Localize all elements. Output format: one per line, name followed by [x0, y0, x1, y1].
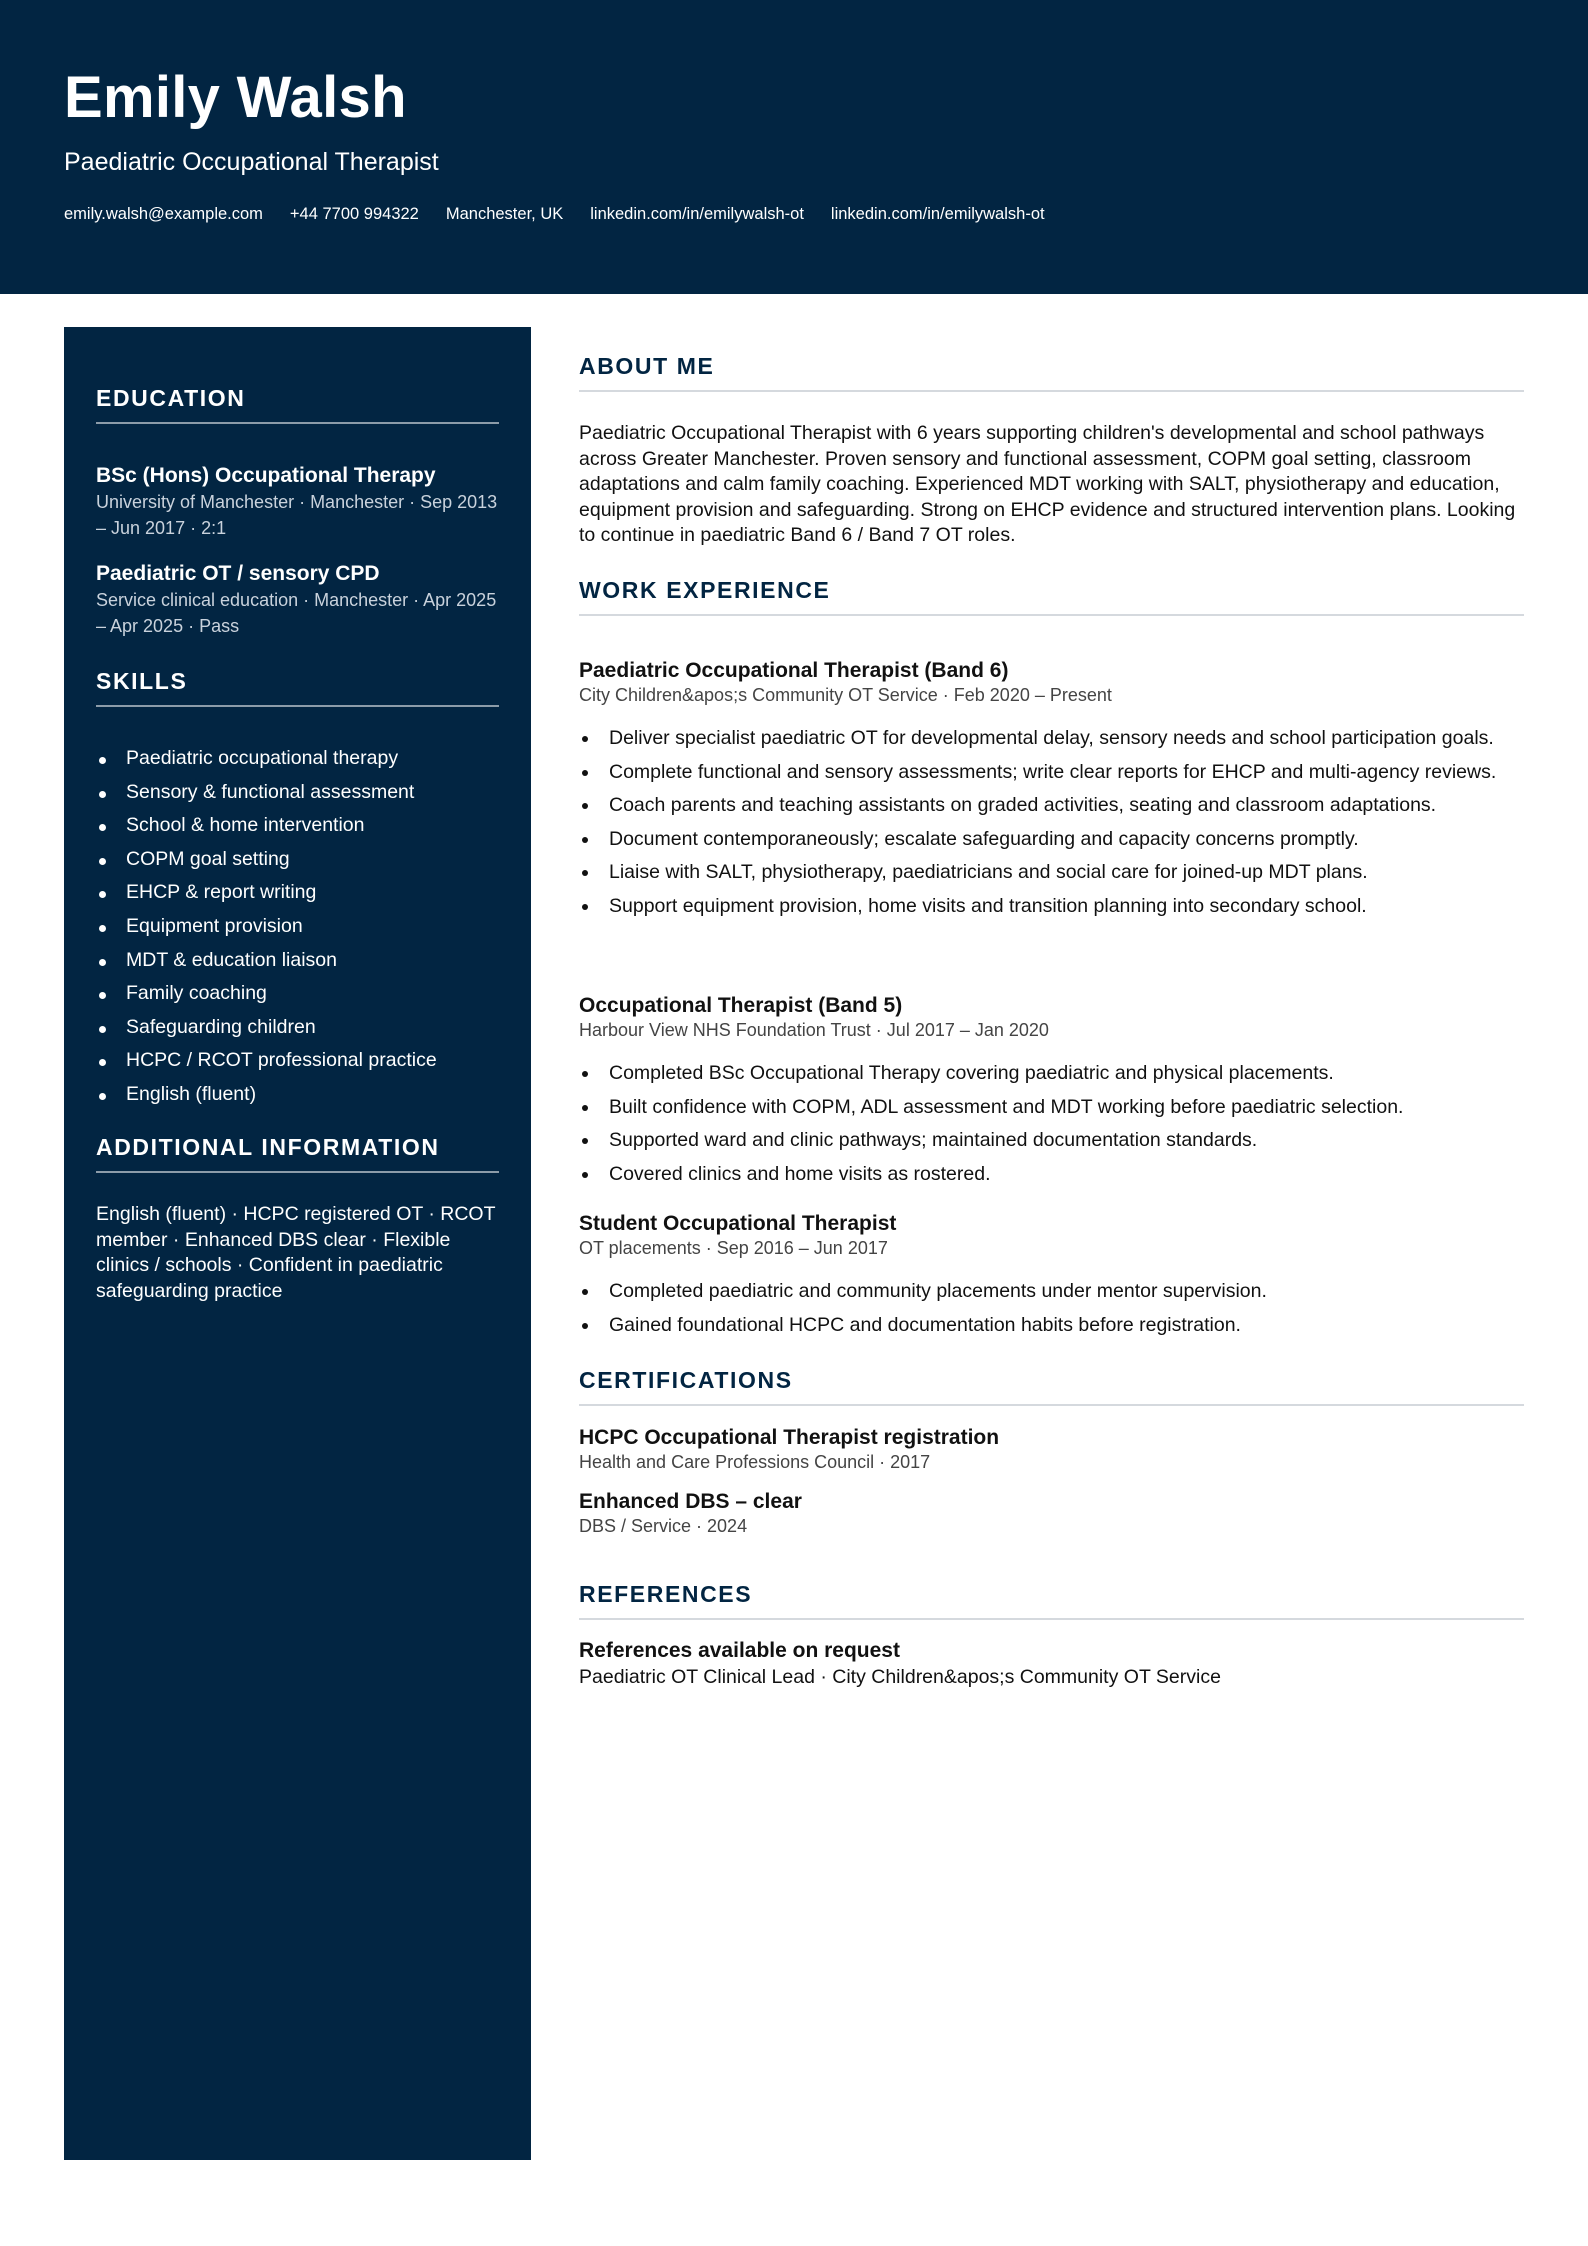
job-meta: City Children&apos;s Community OT Service · Feb 2020 – Present	[579, 685, 1112, 705]
job-bullets	[579, 1061, 1524, 1187]
list-item: MDT & education liaison	[96, 944, 499, 978]
list-item: Liaise with SALT, physiotherapy, paediatricians and social care for joined-up MDT plans.	[579, 860, 1524, 886]
about-heading: ABOUT ME	[579, 351, 1524, 392]
education-item	[96, 561, 499, 639]
job-entry	[579, 658, 1524, 927]
additional-info-text: English (fluent) · HCPC registered OT · RCOT member · Enhanced DBS clear · Flexible clinics / schools · Confident in paediatric safeguarding practice	[96, 1203, 496, 1302]
contact-location: Manchester, UK	[445, 205, 564, 223]
job-meta: OT placements · Sep 2016 – Jun 2017	[579, 1238, 888, 1258]
list-item: EHCP & report writing	[96, 876, 499, 910]
list-item: Completed paediatric and community placements under mentor supervision.	[579, 1279, 1524, 1305]
certification-meta: DBS / Service · 2024	[579, 1516, 748, 1536]
list-item: Support equipment provision, home visits and transition planning into secondary school.	[579, 894, 1524, 920]
list-item: Deliver specialist paediatric OT for developmental delay, sensory needs and school participation goals.	[579, 726, 1524, 752]
references-heading: REFERENCES	[579, 1579, 1524, 1620]
list-item: Document contemporaneously; escalate safeguarding and capacity concerns promptly.	[579, 827, 1524, 853]
certifications-heading: CERTIFICATIONS	[579, 1365, 1524, 1406]
education-title: Paediatric OT / sensory CPD	[96, 562, 380, 585]
job-meta: Harbour View NHS Foundation Trust · Jul 2017 – Jan 2020	[579, 1020, 1049, 1040]
list-item: Covered clinics and home visits as rostered.	[579, 1162, 1524, 1188]
job-title: Paediatric Occupational Therapist (Band 6)	[579, 659, 1009, 682]
list-item: Supported ward and clinic pathways; maintained documentation standards.	[579, 1128, 1524, 1154]
list-item: Sensory & functional assessment	[96, 776, 499, 810]
references-detail: Paediatric OT Clinical Lead · City Children&apos;s Community OT Service	[579, 1666, 1221, 1688]
list-item: English (fluent)	[96, 1078, 499, 1112]
list-item: Coach parents and teaching assistants on graded activities, seating and classroom adaptations.	[579, 793, 1524, 819]
list-item: Gained foundational HCPC and documentation habits before registration.	[579, 1313, 1524, 1339]
job-entry	[579, 1211, 1524, 1346]
resume-header	[0, 0, 1588, 294]
sidebar	[64, 327, 531, 2160]
certification-title: Enhanced DBS – clear	[579, 1490, 802, 1513]
job-bullets	[579, 726, 1524, 919]
education-title: BSc (Hons) Occupational Therapy	[96, 464, 436, 487]
education-details: Service clinical education · Manchester · Apr 2025 – Apr 2025 · Pass	[96, 590, 497, 636]
contact-email[interactable]: emily.walsh@example.com	[64, 205, 263, 223]
references-title: References available on request	[579, 1639, 900, 1662]
contact-linkedin[interactable]: linkedin.com/in/emilywalsh-ot	[830, 205, 1045, 223]
list-item: COPM goal setting	[96, 843, 499, 877]
about-text: Paediatric Occupational Therapist with 6 years supporting children's developmental and school pathways across Greater Manchester. Proven sensory and functional assessment, COPM goal setting, classroom adaptations and calm family coaching. Experienced MDT working with SALT, physiotherapy and education, equipment provision and safeguarding. Strong on EHCP evidence and structured intervention plans. Looking to continue in paediatric Band 6 / Band 7 OT roles.	[579, 422, 1516, 546]
job-title: Occupational Therapist (Band 5)	[579, 994, 903, 1017]
contact-phone[interactable]: +44 7700 994322	[289, 205, 419, 223]
certification-item	[579, 1425, 1524, 1473]
list-item: School & home intervention	[96, 809, 499, 843]
additional-info-heading: ADDITIONAL INFORMATION	[96, 1132, 499, 1173]
job-entry	[579, 993, 1524, 1195]
list-item: Complete functional and sensory assessments; write clear reports for EHCP and multi-agency reviews.	[579, 760, 1524, 786]
certification-title: HCPC Occupational Therapist registration	[579, 1426, 1000, 1449]
certification-item	[579, 1489, 1524, 1537]
list-item: Family coaching	[96, 977, 499, 1011]
references-block	[579, 1638, 1524, 1690]
skills-heading: SKILLS	[96, 666, 499, 707]
education-details: University of Manchester · Manchester · Sep 2013 – Jun 2017 · 2:1	[96, 492, 498, 538]
education-heading: EDUCATION	[96, 383, 499, 424]
work-experience-heading: WORK EXPERIENCE	[579, 575, 1524, 616]
list-item: Equipment provision	[96, 910, 499, 944]
list-item: Built confidence with COPM, ADL assessment and MDT working before paediatric selection.	[579, 1095, 1524, 1121]
candidate-name: Emily Walsh	[64, 65, 407, 130]
list-item: HCPC / RCOT professional practice	[96, 1044, 499, 1078]
list-item: Safeguarding children	[96, 1011, 499, 1045]
job-title: Student Occupational Therapist	[579, 1212, 897, 1235]
candidate-role: Paediatric Occupational Therapist	[64, 148, 439, 176]
certification-meta: Health and Care Professions Council · 2017	[579, 1452, 931, 1472]
education-item	[96, 463, 499, 541]
contact-linkedin[interactable]: linkedin.com/in/emilywalsh-ot	[590, 205, 804, 223]
contact-row	[64, 203, 1045, 225]
skills-list	[96, 742, 499, 1112]
list-item: Completed BSc Occupational Therapy covering paediatric and physical placements.	[579, 1061, 1524, 1087]
list-item: Paediatric occupational therapy	[96, 742, 499, 776]
job-bullets	[579, 1279, 1524, 1338]
